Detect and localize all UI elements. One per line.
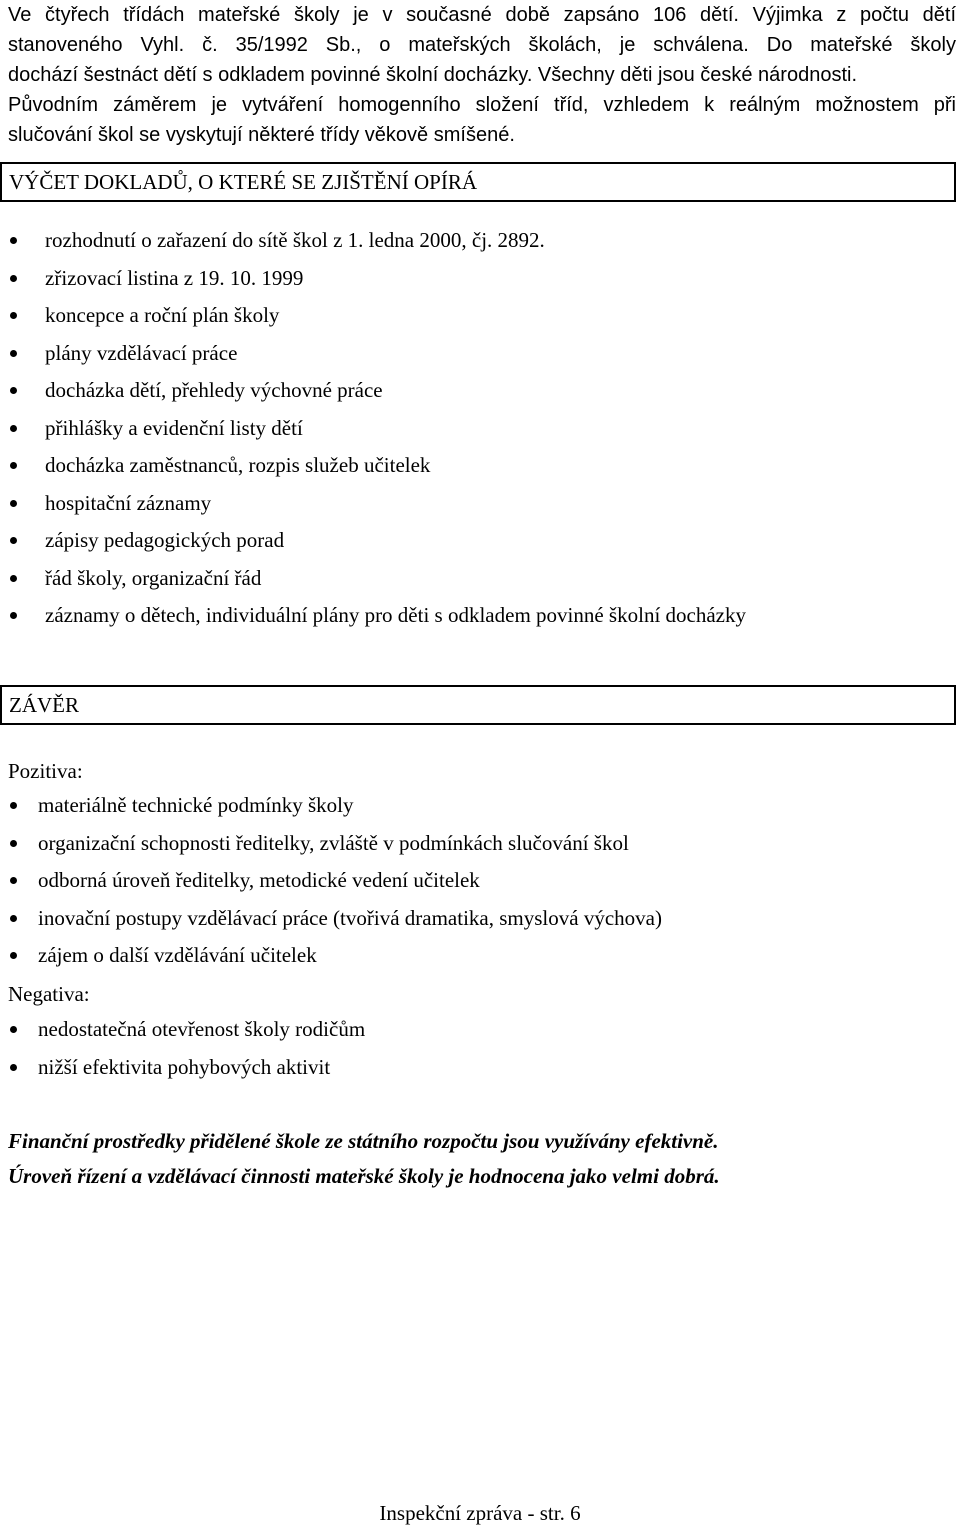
list-item: inovační postupy vzdělávací práce (tvořivá dramatika, smyslová výchova) (38, 900, 662, 938)
list-item: zřizovací listina z 19. 10. 1999 (45, 260, 746, 298)
page-footer: Inspekční zpráva - str. 6 (379, 1501, 581, 1525)
list-item: zápisy pedagogických porad (45, 522, 746, 560)
positives-label: Pozitiva: (8, 759, 83, 783)
intro-line: dochází šestnáct dětí s odkladem povinné školní docházky. Všechny děti jsou české národnosti. (8, 64, 858, 86)
list-item: docházka dětí, přehledy výchovné práce (45, 372, 746, 410)
list-item: materiálně technické podmínky školy (38, 787, 662, 825)
list-item: zájem o další vzdělávání učitelek (38, 937, 662, 975)
list-item: koncepce a roční plán školy (45, 297, 746, 335)
intro-paragraph (8, 0, 956, 150)
intro-line: stanoveného Vyhl. č. 35/1992 Sb., o mateřských školách, je schválena. Do mateřské školy (8, 34, 956, 56)
list-item: nižší efektivita pohybových aktivit (38, 1049, 365, 1087)
documents-list (45, 222, 746, 635)
list-item: plány vzdělávací práce (45, 335, 746, 373)
positives-list (38, 787, 662, 975)
summary-statement (8, 1124, 948, 1194)
list-item: nedostatečná otevřenost školy rodičům (38, 1011, 365, 1049)
list-item: rozhodnutí o zařazení do sítě škol z 1. ledna 2000, čj. 2892. (45, 222, 746, 260)
list-item: odborná úroveň ředitelky, metodické vedení učitelek (38, 862, 662, 900)
conclusion-heading: ZÁVĚR (0, 685, 956, 725)
negatives-list (38, 1011, 365, 1086)
list-item: organizační schopnosti ředitelky, zvláště v podmínkách slučování škol (38, 825, 662, 863)
list-item: přihlášky a evidenční listy dětí (45, 410, 746, 448)
intro-line: Ve čtyřech třídách mateřské školy je v současné době zapsáno 106 dětí. Výjimka z počtu dětí (8, 4, 956, 26)
list-item: záznamy o dětech, individuální plány pro děti s odkladem povinné školní docházky (45, 597, 746, 635)
summary-line: Úroveň řízení a vzdělávací činnosti mateřské školy je hodnocena jako velmi dobrá. (8, 1164, 720, 1188)
list-item: řád školy, organizační řád (45, 560, 746, 598)
list-item: docházka zaměstnanců, rozpis služeb učitelek (45, 447, 746, 485)
summary-line: Finanční prostředky přidělené škole ze státního rozpočtu jsou využívány efektivně. (8, 1129, 719, 1153)
intro-line: slučování škol se vyskytují některé třídy věkově smíšené. (8, 124, 515, 146)
intro-line: Původním záměrem je vytváření homogenního složení tříd, vzhledem k reálným možnostem při (8, 94, 956, 116)
negatives-label: Negativa: (8, 982, 90, 1006)
list-item: hospitační záznamy (45, 485, 746, 523)
documents-heading: VÝČET DOKLADŮ, O KTERÉ SE ZJIŠTĚNÍ OPÍRÁ (0, 162, 956, 202)
